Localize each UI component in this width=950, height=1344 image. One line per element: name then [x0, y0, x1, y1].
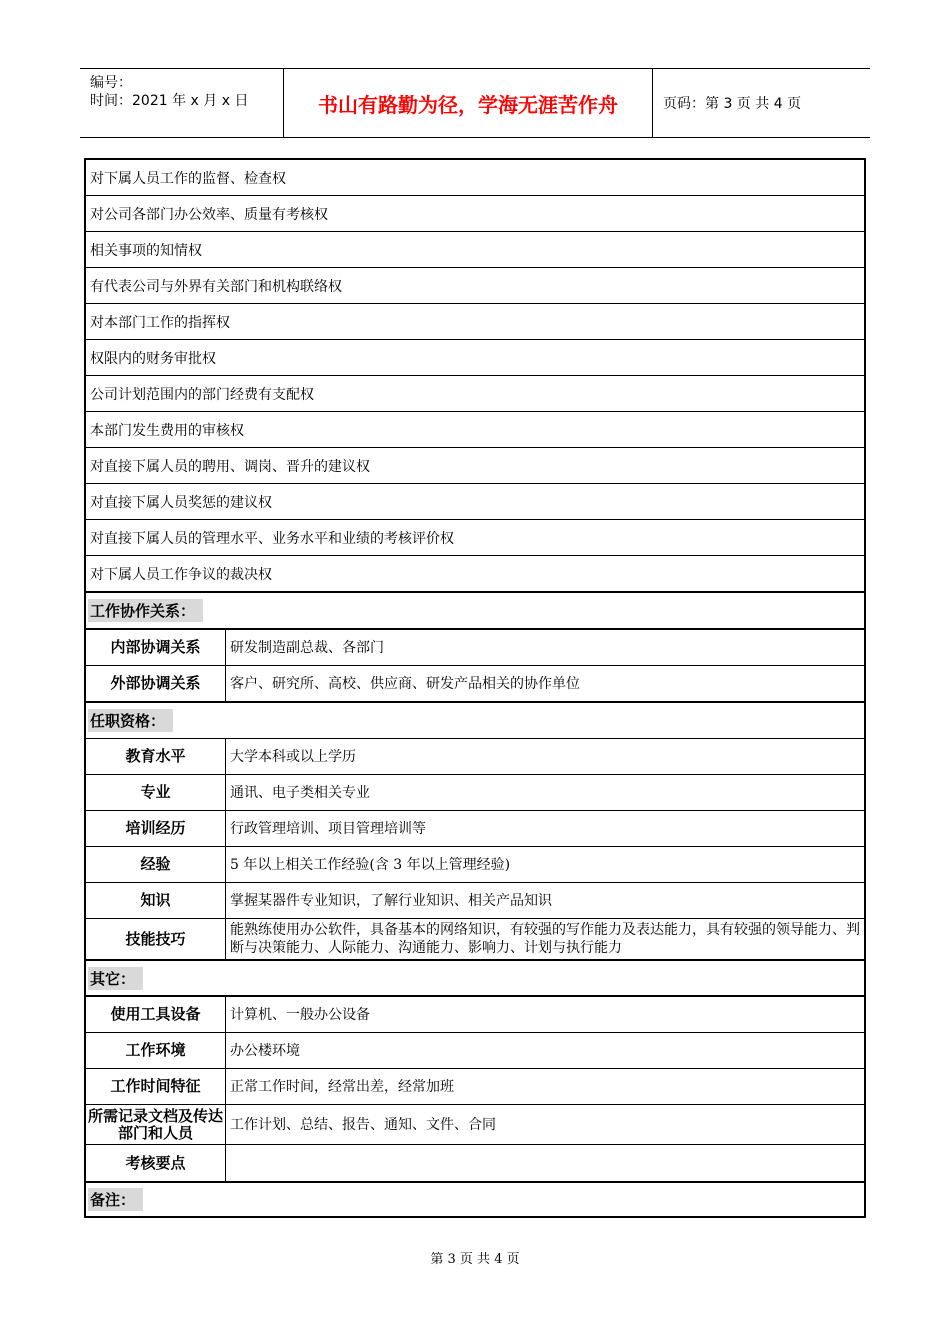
other-row — [86, 1105, 864, 1145]
field-label: 内部协调关系 — [86, 630, 226, 665]
field-value — [230, 1145, 860, 1181]
field-label: 工作时间特征 — [86, 1069, 226, 1104]
authority-text: 对直接下属人员奖惩的建议权 — [90, 494, 272, 511]
job-description-table — [84, 158, 866, 1218]
field-label: 培训经历 — [86, 811, 226, 846]
other-section-header — [86, 961, 864, 997]
field-value: 客户、研究所、高校、供应商、研发产品相关的协作单位 — [230, 675, 580, 692]
number-label: 编号： — [90, 75, 132, 91]
field-value: 工作计划、总结、报告、通知、文件、合同 — [230, 1116, 496, 1133]
field-label: 经验 — [86, 847, 226, 882]
field-value: 能熟练使用办公软件，具备基本的网络知识，有较强的写作能力及表达能力，具有较强的领导能力、判断与决策能力、人际能力、沟通能力、影响力、计划与执行能力 — [230, 922, 860, 956]
authority-row — [86, 376, 864, 412]
other-row — [86, 1145, 864, 1183]
other-row — [86, 997, 864, 1033]
field-value: 通讯、电子类相关专业 — [230, 784, 370, 801]
qualification-row — [86, 919, 864, 961]
field-value: 研发制造副总裁、各部门 — [230, 639, 384, 656]
authority-row — [86, 304, 864, 340]
authority-row — [86, 412, 864, 448]
authority-row — [86, 268, 864, 304]
cooperation-row — [86, 630, 864, 666]
qualification-section-header — [86, 703, 864, 739]
authority-text: 对公司各部门办公效率、质量有考核权 — [90, 206, 328, 223]
field-label: 知识 — [86, 883, 226, 918]
field-label: 使用工具设备 — [86, 997, 226, 1032]
field-label: 外部协调关系 — [86, 666, 226, 701]
section-title: 工作协作关系： — [88, 599, 203, 622]
remarks-row — [86, 1183, 864, 1216]
page-header — [80, 68, 870, 138]
other-row — [86, 1033, 864, 1069]
authority-row — [86, 196, 864, 232]
time-label: 时间：2021 年 x 月 x 日 — [90, 93, 249, 109]
authority-row — [86, 448, 864, 484]
authority-row — [86, 340, 864, 376]
authority-row — [86, 160, 864, 196]
cooperation-row — [86, 666, 864, 703]
authority-text: 对下属人员工作的监督、检查权 — [90, 170, 286, 187]
field-label: 考核要点 — [86, 1145, 226, 1181]
page-label: 页码：第 3 页 共 4 页 — [663, 96, 802, 112]
authority-text: 权限内的财务审批权 — [90, 350, 216, 367]
page-footer: 第 3 页 共 4 页 — [430, 1252, 520, 1267]
qualification-row — [86, 811, 864, 847]
field-value: 正常工作时间，经常出差，经常加班 — [230, 1078, 454, 1095]
authority-row — [86, 520, 864, 556]
authority-text: 本部门发生费用的审核权 — [90, 422, 244, 439]
field-label: 专业 — [86, 775, 226, 810]
field-value: 大学本科或以上学历 — [230, 748, 356, 765]
field-label: 技能技巧 — [86, 919, 226, 959]
authority-text: 对直接下属人员的管理水平、业务水平和业绩的考核评价权 — [90, 530, 454, 547]
authority-text: 公司计划范围内的部门经费有支配权 — [90, 386, 314, 403]
qualification-row — [86, 739, 864, 775]
section-title: 其它： — [88, 967, 143, 990]
authority-row — [86, 484, 864, 520]
qualification-row — [86, 883, 864, 919]
authority-text: 相关事项的知情权 — [90, 242, 202, 259]
field-label: 教育水平 — [86, 739, 226, 774]
field-label: 所需记录文档及传达部门和人员 — [86, 1105, 226, 1144]
authority-text: 对下属人员工作争议的裁决权 — [90, 566, 272, 583]
field-value: 办公楼环境 — [230, 1042, 300, 1059]
authority-row — [86, 556, 864, 593]
qualification-row — [86, 847, 864, 883]
field-value: 掌握某器件专业知识，了解行业知识、相关产品知识 — [230, 892, 552, 909]
other-row — [86, 1069, 864, 1105]
header-meta — [80, 69, 284, 137]
qualification-row — [86, 775, 864, 811]
field-label: 工作环境 — [86, 1033, 226, 1068]
section-title: 备注： — [88, 1188, 143, 1211]
motto: 书山有路勤为径，学海无涯苦作舟 — [284, 69, 653, 137]
authority-text: 对直接下属人员的聘用、调岗、晋升的建议权 — [90, 458, 370, 475]
authority-text: 对本部门工作的指挥权 — [90, 314, 230, 331]
field-value: 行政管理培训、项目管理培训等 — [230, 820, 426, 837]
cooperation-section-header — [86, 593, 864, 630]
authority-text: 有代表公司与外界有关部门和机构联络权 — [90, 278, 342, 295]
field-value: 5 年以上相关工作经验(含 3 年以上管理经验) — [230, 856, 511, 873]
field-value: 计算机、一般办公设备 — [230, 1006, 370, 1023]
authority-row — [86, 232, 864, 268]
section-title: 任职资格： — [88, 709, 173, 732]
